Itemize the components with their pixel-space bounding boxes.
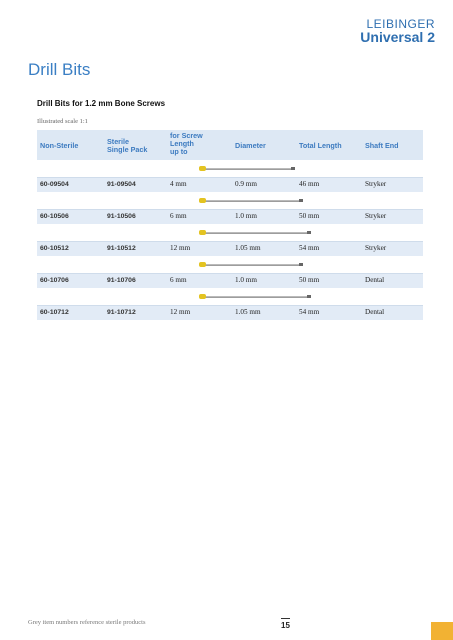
header-sterile-line-1: Sterile	[107, 137, 129, 146]
header-length	[170, 132, 203, 156]
header-sterile-line-2: Single Pack	[107, 145, 148, 154]
drill-bit-illustration	[195, 230, 311, 235]
drill-shaft-end	[291, 167, 295, 170]
drill-shaft-end	[299, 199, 303, 202]
cell-shaft-end: Dental	[365, 276, 385, 284]
cell-non-sterile: 60-10512	[40, 245, 69, 252]
header-shaft-end: Shaft End	[365, 141, 399, 150]
cell-length: 12 mm	[170, 308, 191, 316]
cell-length: 6 mm	[170, 212, 187, 220]
cell-diameter: 1.0 mm	[235, 212, 257, 220]
header-total-length: Total Length	[299, 141, 342, 150]
cell-non-sterile: 60-10506	[40, 213, 69, 220]
drill-hub	[199, 294, 206, 299]
drill-bits-table	[37, 130, 423, 320]
cell-sterile: 91-10506	[107, 213, 136, 220]
drill-image-row	[37, 224, 423, 242]
cell-non-sterile: 60-09504	[40, 181, 69, 188]
drill-bit-illustration	[195, 198, 303, 203]
drill-shaft	[201, 232, 307, 234]
drill-shaft-end	[307, 295, 311, 298]
section-title: Drill Bits for 1.2 mm Bone Screws	[37, 99, 166, 108]
table-row	[37, 242, 423, 256]
table-body	[37, 160, 423, 320]
cell-total-length: 50 mm	[299, 276, 320, 284]
drill-image-row	[37, 256, 423, 274]
cell-diameter: 1.05 mm	[235, 244, 261, 252]
header-sterile	[107, 138, 147, 154]
drill-shaft	[201, 168, 291, 170]
cell-total-length: 50 mm	[299, 212, 320, 220]
table-row	[37, 178, 423, 192]
drill-shaft	[201, 200, 299, 202]
scale-note: Illustrated scale 1:1	[37, 118, 88, 125]
header-length-line-1: for Screw	[170, 131, 203, 140]
corner-tab	[431, 622, 453, 640]
cell-length: 12 mm	[170, 244, 191, 252]
footer-note: Grey item numbers reference sterile products	[28, 619, 146, 626]
header-length-line-3: up to	[170, 147, 188, 156]
cell-sterile: 91-10706	[107, 277, 136, 284]
cell-sterile: 91-10512	[107, 245, 136, 252]
drill-image-row	[37, 160, 423, 178]
cell-diameter: 1.05 mm	[235, 308, 261, 316]
cell-length: 6 mm	[170, 276, 187, 284]
drill-shaft-end	[299, 263, 303, 266]
drill-image-row	[37, 192, 423, 210]
cell-length: 4 mm	[170, 180, 187, 188]
drill-hub	[199, 166, 206, 171]
drill-hub	[199, 230, 206, 235]
drill-bit-illustration	[195, 166, 295, 171]
table-header	[37, 130, 423, 160]
cell-sterile: 91-09504	[107, 181, 136, 188]
table-row	[37, 210, 423, 224]
cell-shaft-end: Stryker	[365, 212, 387, 220]
cell-non-sterile: 60-10706	[40, 277, 69, 284]
page-number: 15	[281, 618, 290, 630]
brand-line-1: LEIBINGER	[366, 17, 435, 31]
header-non-sterile: Non-Sterile	[40, 141, 79, 150]
page-title: Drill Bits	[28, 60, 91, 79]
cell-shaft-end: Dental	[365, 308, 385, 316]
cell-shaft-end: Stryker	[365, 180, 387, 188]
drill-shaft	[201, 296, 307, 298]
cell-diameter: 1.0 mm	[235, 276, 257, 284]
header-diameter: Diameter	[235, 141, 266, 150]
table-row	[37, 306, 423, 320]
cell-total-length: 54 mm	[299, 244, 320, 252]
cell-diameter: 0.9 mm	[235, 180, 257, 188]
drill-bit-illustration	[195, 294, 311, 299]
drill-shaft	[201, 264, 299, 266]
drill-hub	[199, 198, 206, 203]
brand-logo	[360, 18, 435, 45]
cell-sterile: 91-10712	[107, 309, 136, 316]
cell-total-length: 46 mm	[299, 180, 320, 188]
brand-line-2: Universal 2	[360, 29, 435, 45]
drill-image-row	[37, 288, 423, 306]
cell-non-sterile: 60-10712	[40, 309, 69, 316]
drill-hub	[199, 262, 206, 267]
header-length-line-2: Length	[170, 139, 194, 148]
drill-shaft-end	[307, 231, 311, 234]
cell-shaft-end: Stryker	[365, 244, 387, 252]
drill-bit-illustration	[195, 262, 303, 267]
table-row	[37, 274, 423, 288]
cell-total-length: 54 mm	[299, 308, 320, 316]
